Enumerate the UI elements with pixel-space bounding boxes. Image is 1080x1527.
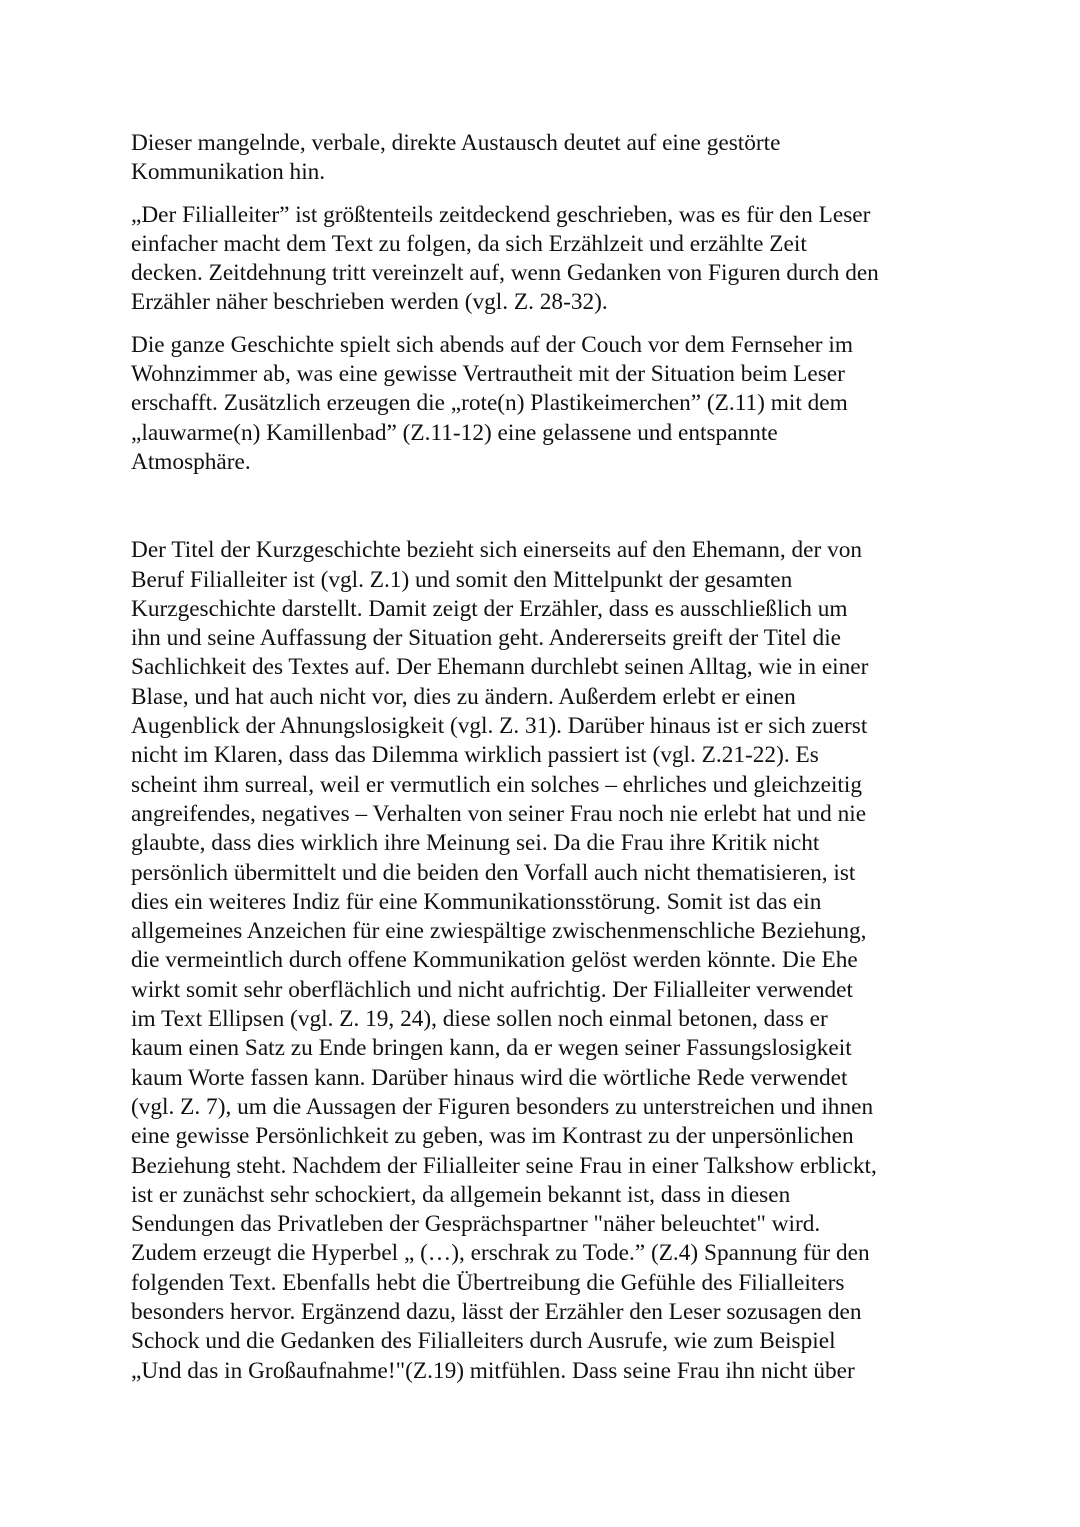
paragraph-time bbox=[131, 201, 961, 318]
text-line: Beziehung steht. Nachdem der Filialleiter seine Frau in einer Talkshow erblickt, bbox=[131, 1152, 877, 1179]
text-line: Kommunikation hin. bbox=[131, 159, 326, 186]
text-line: dies ein weiteres Indiz für eine Kommunikationsstörung. Somit ist das ein bbox=[131, 888, 822, 915]
text-line: Der Titel der Kurzgeschichte bezieht sich einerseits auf den Ehemann, der von bbox=[131, 537, 863, 564]
text-line: ist er zunächst sehr schockiert, da allgemein bekannt ist, dass in diesen bbox=[131, 1181, 791, 1208]
text-line: Sendungen das Privatleben der Gesprächspartner "näher beleuchtet" wird. bbox=[131, 1211, 821, 1238]
paragraph-spacer bbox=[131, 318, 961, 331]
paragraph-setting bbox=[131, 331, 961, 477]
text-line: Beruf Filialleiter ist (vgl. Z.1) und somit den Mittelpunkt der gesamten bbox=[131, 566, 793, 593]
text-line: Kurzgeschichte darstellt. Damit zeigt der Erzähler, dass es ausschließlich um bbox=[131, 595, 848, 622]
text-line: Zudem erzeugt die Hyperbel „ (…), erschrak zu Tode.” (Z.4) Spannung für den bbox=[131, 1240, 870, 1267]
text-line: scheint ihm surreal, weil er vermutlich ein solches – ehrliches und gleichzeitig bbox=[131, 771, 863, 798]
paragraph-spacer bbox=[131, 188, 961, 201]
text-line: persönlich übermittelt und die beiden den Vorfall auch nicht thematisieren, ist bbox=[131, 859, 856, 886]
text-line: Augenblick der Ahnungslosigkeit (vgl. Z. 31). Darüber hinaus ist er sich zuerst bbox=[131, 713, 868, 740]
text-line: wirkt somit sehr oberflächlich und nicht aufrichtig. Der Filialleiter verwendet bbox=[131, 976, 853, 1003]
text-line: „Und das in Großaufnahme!"(Z.19) mitfühlen. Dass seine Frau ihn nicht über bbox=[131, 1357, 855, 1384]
text-line: allgemeines Anzeichen für eine zwiespältige zwischenmenschliche Beziehung, bbox=[131, 918, 867, 945]
text-line: eine gewisse Persönlichkeit zu geben, was im Kontrast zu der unpersönlichen bbox=[131, 1123, 854, 1150]
text-line: Schock und die Gedanken des Filialleiters durch Ausrufe, wie zum Beispiel bbox=[131, 1328, 836, 1355]
text-line: (vgl. Z. 7), um die Aussagen der Figuren besonders zu unterstreichen und ihnen bbox=[131, 1093, 874, 1120]
text-line: ihn und seine Auffassung der Situation geht. Andererseits greift der Titel die bbox=[131, 625, 842, 652]
text-line: Atmosphäre. bbox=[131, 448, 251, 475]
text-line: Erzähler näher beschrieben werden (vgl. Z. 28-32). bbox=[131, 289, 608, 316]
text-line: kaum einen Satz zu Ende bringen kann, da er wegen seiner Fassungslosigkeit bbox=[131, 1035, 852, 1062]
text-line: im Text Ellipsen (vgl. Z. 19, 24), diese sollen noch einmal betonen, dass er bbox=[131, 1006, 828, 1033]
text-line: die vermeintlich durch offene Kommunikation gelöst werden könnte. Die Ehe bbox=[131, 947, 858, 974]
text-line: besonders hervor. Ergänzend dazu, lässt der Erzähler den Leser sozusagen den bbox=[131, 1298, 862, 1325]
text-line: nicht im Klaren, dass das Dilemma wirklich passiert ist (vgl. Z.21-22). Es bbox=[131, 742, 819, 769]
text-line: angreifendes, negatives – Verhalten von seiner Frau noch nie erlebt hat und nie bbox=[131, 800, 867, 827]
text-line: decken. Zeitdehnung tritt vereinzelt auf, wenn Gedanken von Figuren durch den bbox=[131, 260, 879, 287]
paragraph-communication bbox=[131, 129, 961, 188]
text-line: Sachlichkeit des Textes auf. Der Ehemann durchlebt seinen Alltag, wie in einer bbox=[131, 654, 869, 681]
text-line: Die ganze Geschichte spielt sich abends auf der Couch vor dem Fernseher im bbox=[131, 331, 853, 358]
text-line: einfacher macht dem Text zu folgen, da sich Erzählzeit und erzählte Zeit bbox=[131, 230, 807, 257]
document-page bbox=[131, 129, 961, 1386]
text-line: Blase, und hat auch nicht vor, dies zu ändern. Außerdem erlebt er einen bbox=[131, 683, 796, 710]
text-line: folgenden Text. Ebenfalls hebt die Übertreibung die Gefühle des Filialleiters bbox=[131, 1269, 845, 1296]
text-line: glaubte, dass dies wirklich ihre Meinung sei. Da die Frau ihre Kritik nicht bbox=[131, 830, 820, 857]
text-line: „Der Filialleiter” ist größtenteils zeitdeckend geschrieben, was es für den Leser bbox=[131, 201, 871, 228]
text-line: „lauwarme(n) Kamillenbad” (Z.11-12) eine gelassene und entspannte bbox=[131, 419, 778, 446]
paragraph-title-analysis bbox=[131, 536, 961, 1386]
text-line: Dieser mangelnde, verbale, direkte Austausch deutet auf eine gestörte bbox=[131, 130, 781, 156]
paragraph-spacer bbox=[131, 477, 961, 536]
text-line: erschafft. Zusätzlich erzeugen die „rote(n) Plastikeimerchen” (Z.11) mit dem bbox=[131, 390, 848, 417]
text-line: Wohnzimmer ab, was eine gewisse Vertrautheit mit der Situation beim Leser bbox=[131, 361, 845, 388]
text-line: kaum Worte fassen kann. Darüber hinaus wird die wörtliche Rede verwendet bbox=[131, 1064, 848, 1091]
